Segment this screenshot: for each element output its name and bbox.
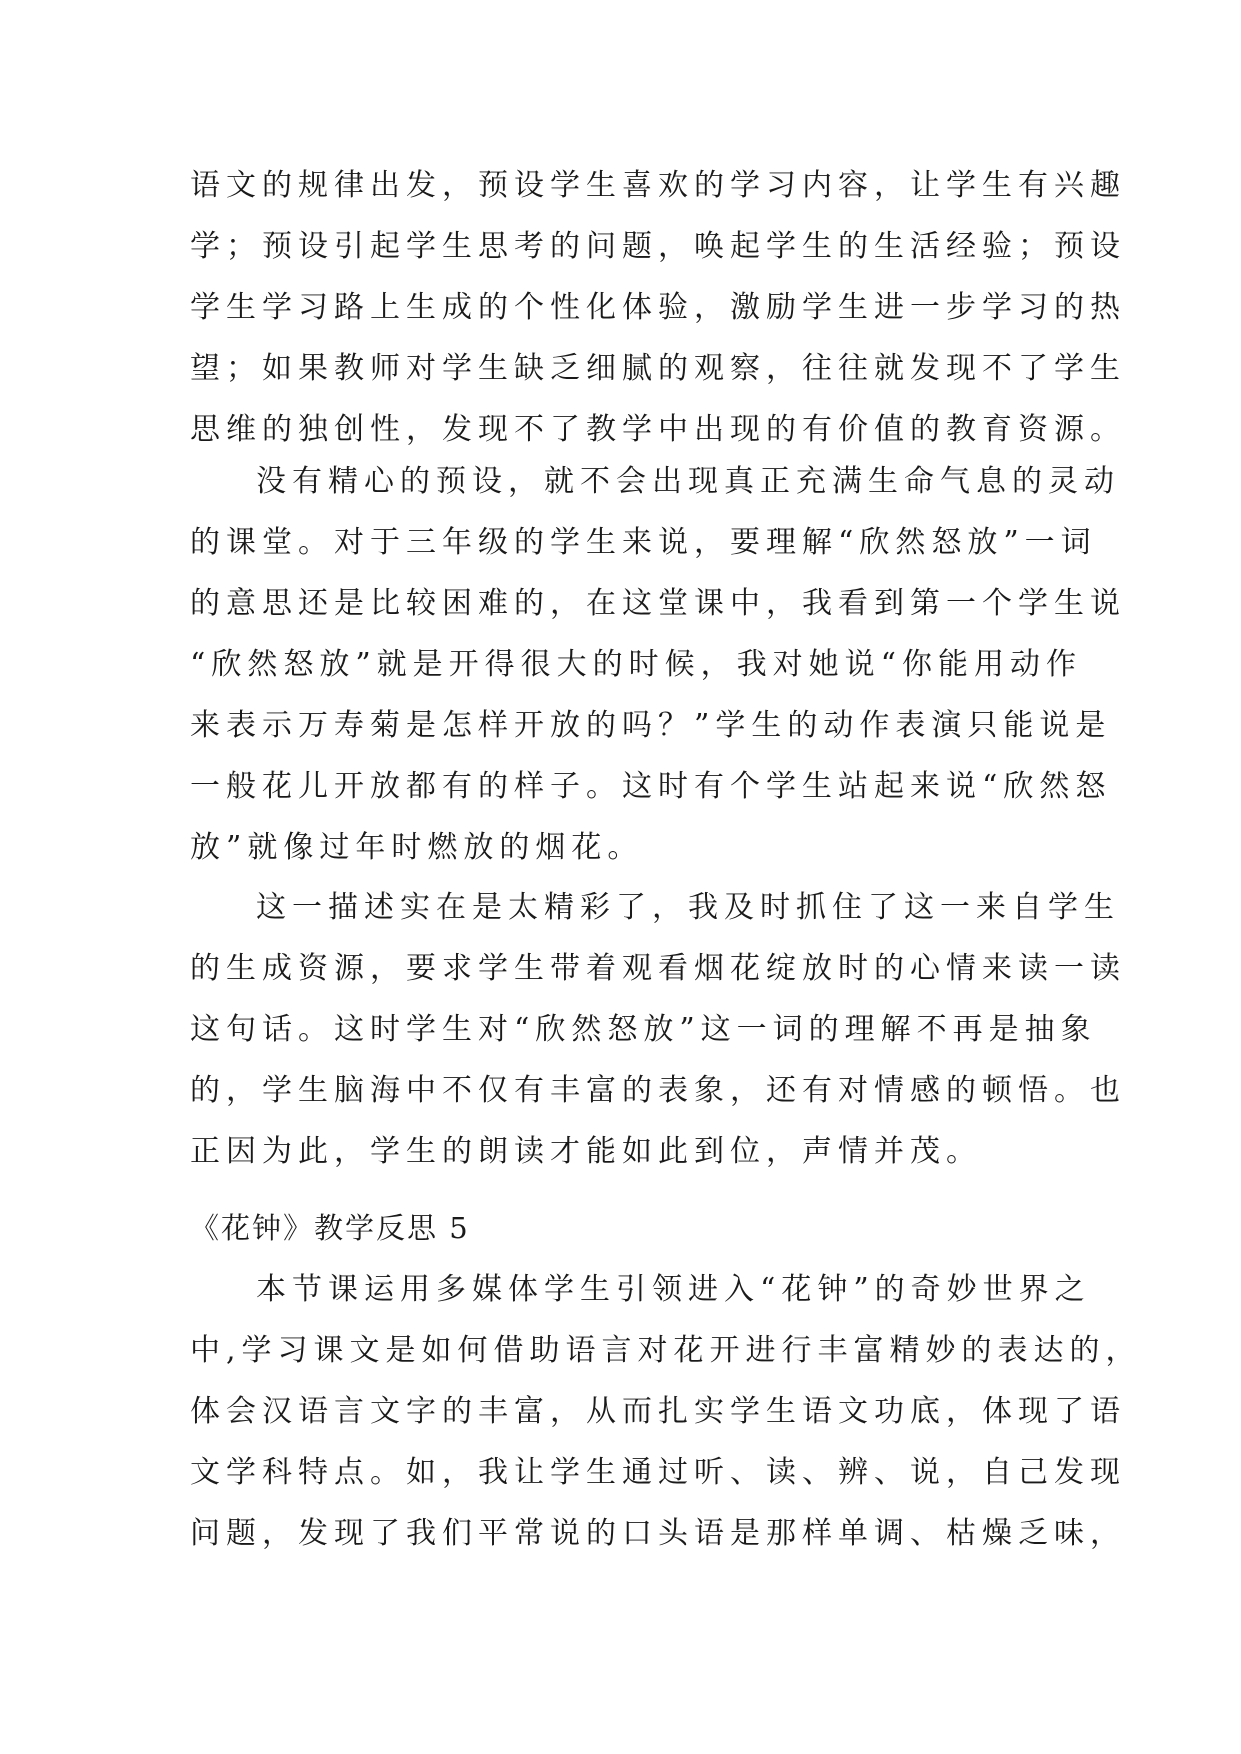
text-line: 正因为此，学生的朗读才能如此到位，声情并茂。 [190,1134,982,1169]
paragraph-preset [190,451,1126,878]
text-line: 体会汉语言文字的丰富，从而扎实学生语文功底，体现了语 [190,1394,1126,1429]
text-line: 望；如果教师对学生缺乏细腻的观察，往往就发现不了学生 [190,351,1126,386]
text-line: 来表示万寿菊是怎样开放的吗？”学生的动作表演只能说是 [190,708,1112,743]
text-line: 问题，发现了我们平常说的口头语是那样单调、枯燥乏味， [190,1516,1126,1551]
text-line: 的，学生脑海中不仅有丰富的表象，还有对情感的顿悟。也 [190,1073,1126,1108]
text-line: 学；预设引起学生思考的问题，唤起学生的生活经验；预设 [190,229,1126,264]
paragraph-flower-clock [190,1259,1142,1564]
text-line: 放”就像过年时燃放的烟花。 [190,830,644,865]
text-line: 一般花儿开放都有的样子。这时有个学生站起来说“欣然怒 [190,769,1112,804]
text-line: 的课堂。对于三年级的学生来说，要理解“欣然怒放”一词 [190,525,1097,560]
paragraph-continued [190,155,1126,460]
text-line: 语文的规律出发，预设学生喜欢的学习内容，让学生有兴趣 [190,168,1126,203]
text-line: 这一描述实在是太精彩了，我及时抓住了这一来自学生 [256,890,1120,925]
text-line: 这句话。这时学生对“欣然怒放”这一词的理解不再是抽象 [190,1012,1097,1047]
text-line: 本节课运用多媒体学生引领进入“花钟”的奇妙世界之 [256,1272,1091,1307]
text-line: 文学科特点。如，我让学生通过听、读、辨、说，自己发现 [190,1455,1126,1490]
paragraph-description [190,877,1126,1182]
text-line: 没有精心的预设，就不会出现真正充满生命气息的灵动 [256,464,1120,499]
text-line: 的生成资源，要求学生带着观看烟花绽放时的心情来读一读 [190,951,1126,986]
text-line: 的意思还是比较困难的，在这堂课中，我看到第一个学生说 [190,586,1126,621]
section-heading: 《花钟》教学反思 5 [190,1211,470,1245]
text-line: 思维的独创性，发现不了教学中出现的有价值的教育资源。 [190,412,1126,447]
text-line: “欣然怒放”就是开得很大的时候，我对她说“你能用动作 [190,647,1083,682]
text-line: 中,学习课文是如何借助语言对花开进行丰富精妙的表达的， [190,1333,1142,1368]
section-heading-block [190,1200,1060,1256]
text-line: 学生学习路上生成的个性化体验，激励学生进一步学习的热 [190,290,1126,325]
